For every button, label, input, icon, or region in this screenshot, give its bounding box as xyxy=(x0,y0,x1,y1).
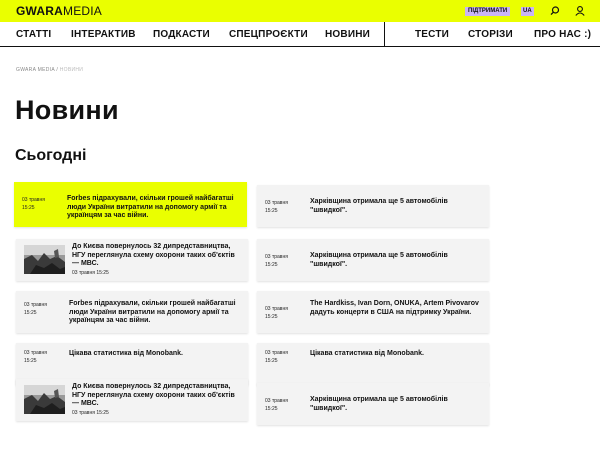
logo-bold: GWARA xyxy=(16,4,63,18)
breadcrumb xyxy=(16,67,83,73)
news-card[interactable] xyxy=(257,291,489,333)
news-card[interactable] xyxy=(16,239,248,281)
news-title[interactable]: Цікава статистика від Monobank. xyxy=(310,350,424,357)
news-title[interactable]: Forbes підрахували, скільки грошей найбагатші люди України витратили на допомогу армії та українцям за час війни. xyxy=(69,300,236,324)
search-icon[interactable] xyxy=(549,5,561,17)
news-photo xyxy=(24,385,65,414)
news-date xyxy=(265,199,295,215)
section-title: Сьогодні xyxy=(15,147,87,164)
news-title[interactable]: Харківщина отримала ще 5 автомобілів "швидкої". xyxy=(310,198,448,214)
user-icon[interactable] xyxy=(574,5,586,17)
news-day: 03 травня xyxy=(265,254,288,260)
news-date xyxy=(24,301,54,317)
breadcrumb-root[interactable]: GWARA MEDIA xyxy=(16,67,55,73)
news-date xyxy=(22,196,52,212)
page-title: Новини xyxy=(15,95,119,125)
logo-light: MEDIA xyxy=(63,4,103,18)
news-title[interactable]: До Києва повернулось 32 дипредставництва, НГУ переглянула схему охорони таких об'єктів — МВС. xyxy=(72,243,235,267)
news-card[interactable] xyxy=(257,239,489,281)
news-day: 03 травня xyxy=(72,410,95,416)
news-title[interactable]: Цікава статистика від Monobank. xyxy=(69,350,183,357)
nav-item-stories[interactable]: СТОРІЗИ xyxy=(468,29,513,40)
news-date xyxy=(24,349,54,365)
news-time: 15:25 xyxy=(265,208,278,214)
breadcrumb-current: НОВИНИ xyxy=(59,67,84,73)
news-title[interactable]: Харківщина отримала ще 5 автомобілів "швидкої". xyxy=(310,396,448,412)
news-day: 03 травня xyxy=(24,302,47,308)
nav-item-about[interactable]: ПРО НАС :) xyxy=(534,29,592,40)
news-title[interactable]: До Києва повернулось 32 дипредставництва, НГУ переглянула схему охорони таких об'єктів — МВС. xyxy=(72,383,235,407)
nav-item-interactive[interactable]: ІНТЕРАКТИВ xyxy=(71,29,136,40)
news-date xyxy=(265,253,295,269)
news-time: 15:25 xyxy=(96,270,109,276)
news-thumbnail xyxy=(24,245,65,274)
nav-item-news[interactable]: НОВИНИ xyxy=(325,29,371,40)
news-card[interactable] xyxy=(257,343,489,385)
news-date xyxy=(265,305,295,321)
news-day: 03 травня xyxy=(265,398,288,404)
news-card[interactable] xyxy=(257,185,489,227)
news-day: 03 травня xyxy=(265,350,288,356)
news-card[interactable] xyxy=(14,182,247,227)
nav-item-tests[interactable]: ТЕСТИ xyxy=(415,29,450,40)
news-thumbnail xyxy=(24,385,65,414)
news-time: 15:25 xyxy=(24,310,37,316)
news-day: 03 травня xyxy=(22,197,45,203)
language-button[interactable]: UA xyxy=(523,8,532,14)
breadcrumb-separator: / xyxy=(54,67,60,73)
news-title[interactable]: Forbes підрахували, скільки грошей найбагатші люди України витратили на допомогу армії та українцям за час війни. xyxy=(67,195,234,219)
news-time: 15:25 xyxy=(22,205,35,211)
news-time: 15:25 xyxy=(265,406,278,412)
news-time: 15:25 xyxy=(265,358,278,364)
news-day: 03 травня xyxy=(265,200,288,206)
main-nav xyxy=(0,22,600,47)
news-day: 03 травня xyxy=(24,350,47,356)
news-title[interactable]: The Hardkiss, Ivan Dorn, ONUKA, Artem Pivovarov дадуть концерти в США на підтримку України. xyxy=(310,300,479,316)
news-card[interactable] xyxy=(16,291,248,333)
news-day: 03 травня xyxy=(72,270,95,276)
nav-divider xyxy=(384,22,385,46)
news-date xyxy=(72,269,132,277)
site-logo[interactable] xyxy=(16,4,102,18)
news-card[interactable] xyxy=(16,379,248,421)
news-date xyxy=(72,409,132,417)
news-time: 15:25 xyxy=(96,410,109,416)
support-button[interactable]: ПІДТРИМАТИ xyxy=(465,7,510,16)
news-photo xyxy=(24,245,65,274)
nav-item-articles[interactable]: СТАТТІ xyxy=(16,29,52,40)
news-date xyxy=(265,397,295,413)
news-day: 03 травня xyxy=(265,306,288,312)
top-bar xyxy=(0,0,600,22)
news-time: 15:25 xyxy=(24,358,37,364)
nav-item-podcasts[interactable]: ПОДКАСТИ xyxy=(153,29,210,40)
nav-item-special-projects[interactable]: СПЕЦПРОЄКТИ xyxy=(229,29,308,40)
news-date xyxy=(265,349,295,365)
news-card[interactable] xyxy=(257,383,489,425)
news-time: 15:25 xyxy=(265,314,278,320)
news-title[interactable]: Харківщина отримала ще 5 автомобілів "швидкої". xyxy=(310,252,448,268)
news-time: 15:25 xyxy=(265,262,278,268)
